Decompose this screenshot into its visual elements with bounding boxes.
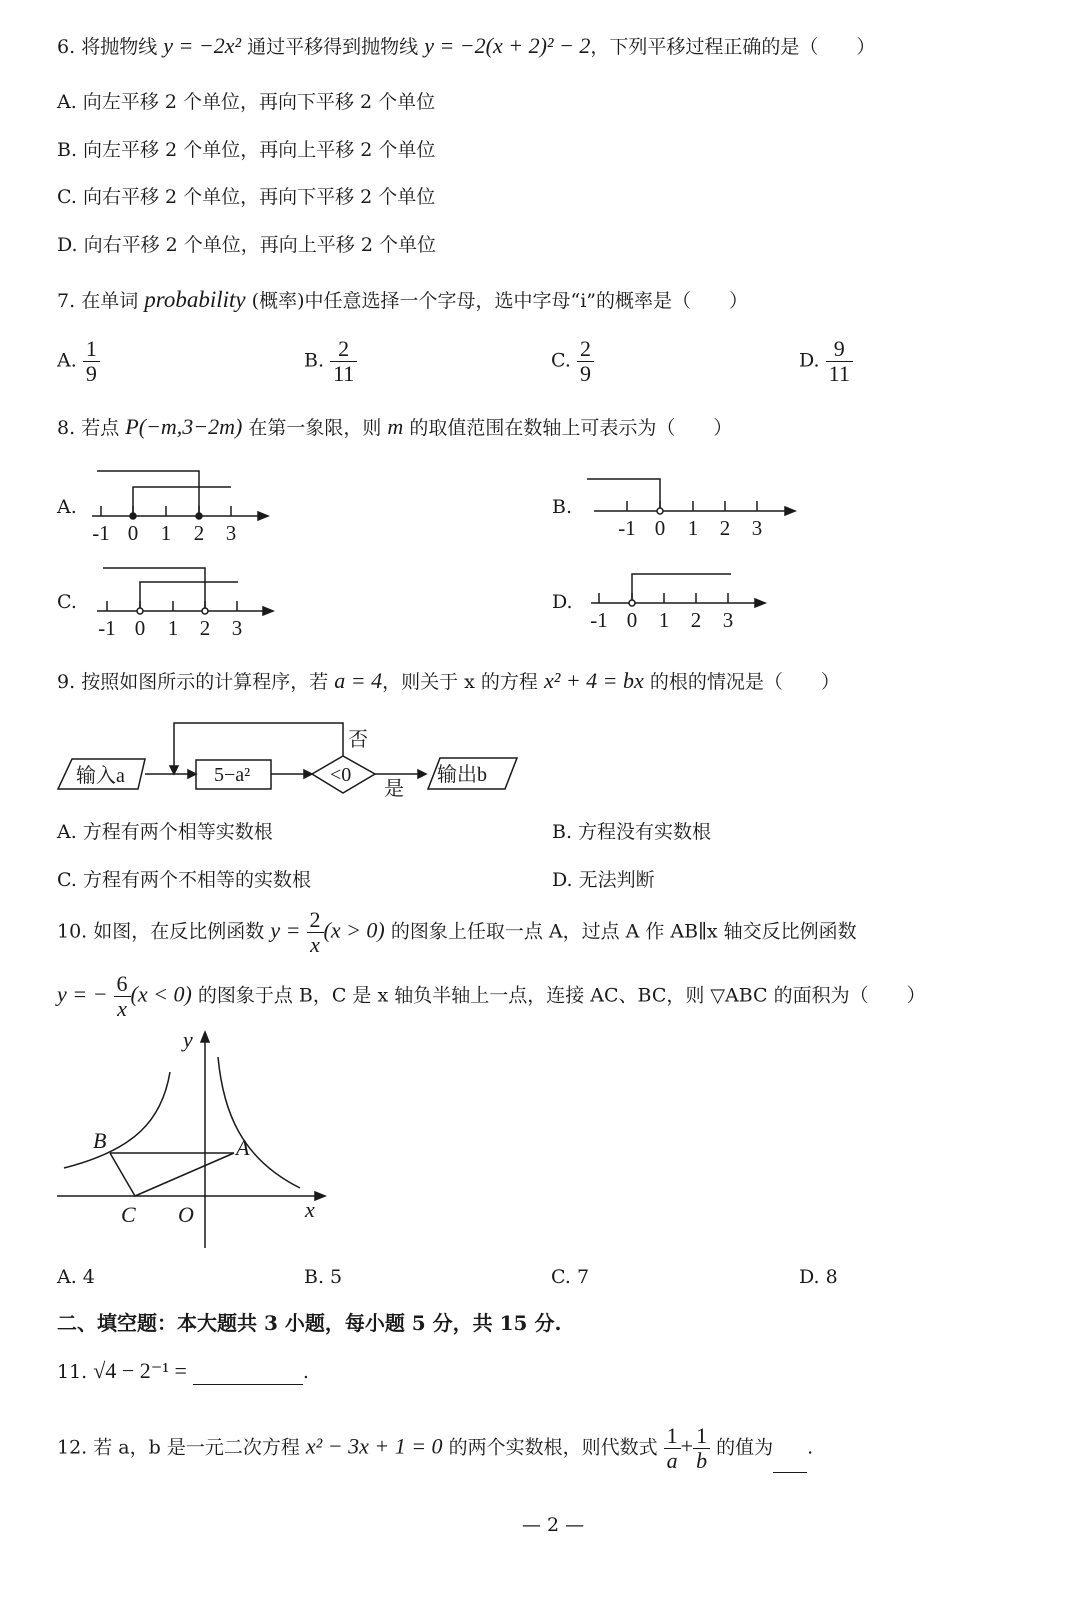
tick-label: 2 bbox=[199, 616, 211, 640]
number-line-d bbox=[591, 574, 765, 607]
tick-label: 0 bbox=[127, 521, 139, 545]
q9-option-d[interactable]: D. 无法判断 bbox=[552, 869, 655, 891]
segment-ac bbox=[135, 1153, 234, 1196]
q9-option-a[interactable]: A. 方程有两个相等实数根 bbox=[57, 821, 273, 843]
tick-label: 2 bbox=[690, 608, 702, 632]
number-line-c-ticks bbox=[98, 616, 242, 640]
q7-option-b[interactable]: B. $\frac{2}{11}$ bbox=[304, 337, 357, 386]
q9-stem: 9. 按照如图所示的计算程序，若 a = 4，则关于 x 的方程 x² + 4 = bx 的根的情况是（ ） bbox=[57, 668, 840, 693]
q8-option-b-label[interactable]: B. bbox=[552, 496, 573, 518]
tick-label: -1 bbox=[92, 521, 110, 545]
q6-option-a[interactable]: A. 向左平移 2 个单位，再向下平移 2 个单位 bbox=[57, 91, 436, 113]
q6-option-b[interactable]: B. 向左平移 2 个单位，再向上平移 2 个单位 bbox=[57, 139, 436, 161]
q9-option-b[interactable]: B. 方程没有实数根 bbox=[552, 821, 712, 843]
tick-label: 3 bbox=[722, 608, 734, 632]
q10-stem-line2: y = − $\frac{6}{x}$ (x < 0) 的图象于点 B，C 是 x 轴负半轴上一点，连接 AC、BC，则 ▽ABC 的面积为（ ） bbox=[57, 971, 926, 1021]
number-line-a-ticks bbox=[92, 521, 236, 545]
flow-decision-label: <0 bbox=[330, 764, 352, 786]
tick-label: 2 bbox=[719, 516, 731, 540]
flow-no-label: 否 bbox=[348, 729, 368, 751]
origin-label: O bbox=[178, 1202, 194, 1227]
q6-option-d[interactable]: D. 向右平移 2 个单位，再向上平移 2 个单位 bbox=[57, 234, 436, 256]
point-c-label: C bbox=[121, 1202, 136, 1227]
flow-yes-label: 是 bbox=[384, 778, 404, 800]
flow-output-label: 输出b bbox=[437, 764, 487, 786]
tick-label: 0 bbox=[654, 516, 666, 540]
tick-label: 3 bbox=[751, 516, 763, 540]
tick-label: 3 bbox=[225, 521, 237, 545]
tick-label: 1 bbox=[658, 608, 670, 632]
q6-option-c[interactable]: C. 向右平移 2 个单位，再向下平移 2 个单位 bbox=[57, 186, 436, 208]
q11-answer-blank[interactable] bbox=[193, 1364, 303, 1385]
q10-stem-line1: 10. 如图，在反比例函数 y = $\frac{2}{x}$ (x > 0) 的图象上任取一点 A，过点 A 作 AB∥x 轴交反比例函数 bbox=[57, 907, 857, 957]
q8-option-d-label[interactable]: D. bbox=[552, 591, 573, 613]
q7-option-a[interactable]: A. $\frac{1}{9}$ bbox=[57, 337, 100, 386]
q9-option-c[interactable]: C. 方程有两个不相等的实数根 bbox=[57, 869, 311, 891]
q10-option-c[interactable]: C. 7 bbox=[551, 1266, 590, 1288]
tick-label: 2 bbox=[193, 521, 205, 545]
tick-label: -1 bbox=[618, 516, 636, 540]
number-line-d-ticks bbox=[590, 608, 733, 632]
tick-label: 1 bbox=[167, 616, 179, 640]
q7-option-c[interactable]: C. $\frac{2}{9}$ bbox=[551, 337, 594, 386]
number-line-a bbox=[92, 471, 268, 520]
x-axis-label: x bbox=[305, 1197, 315, 1222]
q10-option-d[interactable]: D. 8 bbox=[799, 1266, 838, 1288]
tick-label: -1 bbox=[590, 608, 608, 632]
q8-option-a-label[interactable]: A. bbox=[57, 496, 77, 518]
number-line-c bbox=[97, 568, 273, 615]
tick-label: 1 bbox=[687, 516, 699, 540]
q8-option-c-label[interactable]: C. bbox=[57, 591, 77, 613]
flow-input-label: 输入a bbox=[76, 765, 125, 787]
number-line-b bbox=[587, 479, 795, 515]
tick-label: 3 bbox=[231, 616, 243, 640]
q8-stem: 8. 若点 P(−m,3−2m) 在第一象限，则 m 的取值范围在数轴上可表示为（ ） bbox=[57, 414, 733, 439]
tick-label: -1 bbox=[98, 616, 116, 640]
q10-option-b[interactable]: B. 5 bbox=[304, 1266, 343, 1288]
number-line-b-ticks bbox=[618, 516, 762, 540]
y-axis-label: y bbox=[183, 1027, 193, 1052]
flow-compute-label: 5−a² bbox=[214, 764, 251, 786]
q12-stem: 12. 若 a，b 是一元二次方程 x² − 3x + 1 = 0 的两个实数根，则代数式 $\frac{1}{a}$ + $\frac{1}{b}$ 的值为 . bbox=[57, 1423, 814, 1473]
curve-right bbox=[218, 1057, 300, 1188]
q11-stem: 11. √4 − 2⁻¹ = . bbox=[57, 1358, 309, 1383]
tick-label: 0 bbox=[134, 616, 146, 640]
q7-option-d[interactable]: D. $\frac{9}{11}$ bbox=[799, 337, 853, 386]
q12-answer-blank[interactable] bbox=[773, 1452, 807, 1473]
section-title: 二、填空题：本大题共 3 小题，每小题 5 分，共 15 分. bbox=[57, 1311, 562, 1335]
tick-label: 1 bbox=[160, 521, 172, 545]
point-b-label: B bbox=[93, 1128, 107, 1153]
tick-label: 0 bbox=[626, 608, 638, 632]
segment-bc bbox=[110, 1153, 135, 1196]
point-a-label: A bbox=[236, 1135, 250, 1160]
q6-stem: 6. 将抛物线 y = −2x² 通过平移得到抛物线 y = −2(x + 2)² − 2，下列平移过程正确的是（ ） bbox=[57, 33, 876, 58]
page-number: — 2 — bbox=[522, 1514, 585, 1536]
q10-option-a[interactable]: A. 4 bbox=[57, 1266, 95, 1288]
q7-stem: 7. 在单词 probability (概率)中任意选择一个字母，选中字母“i”的概率是（ ） bbox=[57, 287, 749, 312]
